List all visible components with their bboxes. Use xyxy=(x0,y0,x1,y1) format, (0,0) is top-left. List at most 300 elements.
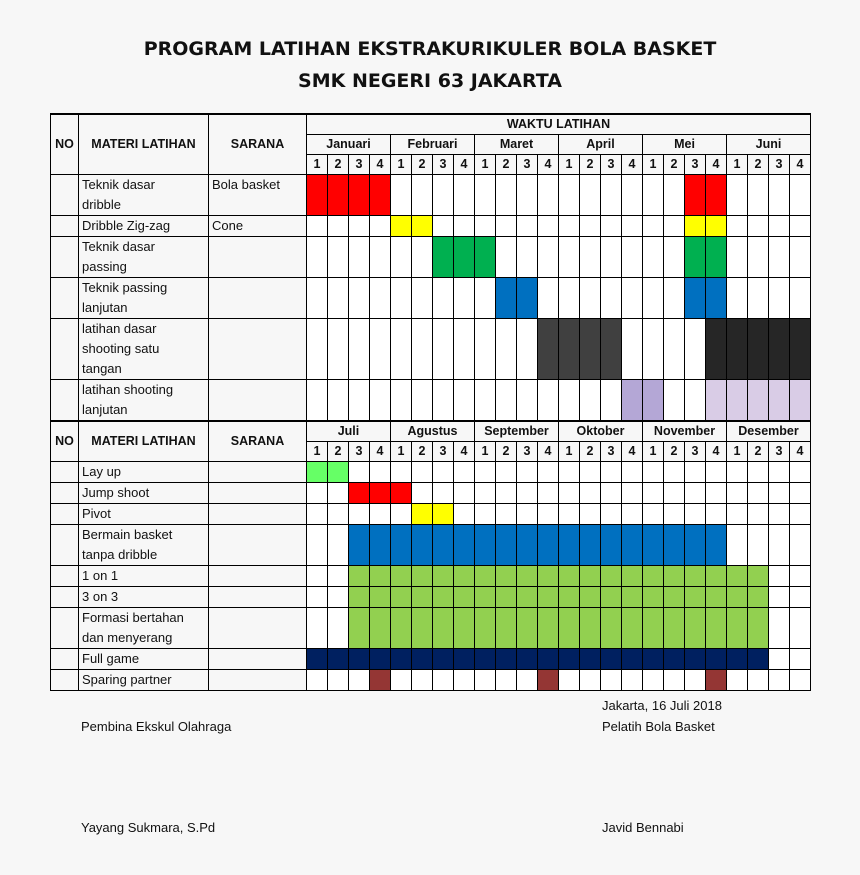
schedule-cell xyxy=(664,670,685,691)
schedule-cell-filled xyxy=(622,525,643,566)
schedule-cell xyxy=(769,649,790,670)
schedule-cell xyxy=(328,608,349,649)
schedule-cell-filled xyxy=(496,649,517,670)
page-title: PROGRAM LATIHAN EKSTRAKURIKULER BOLA BASKET xyxy=(143,38,717,60)
week-number: 1 xyxy=(307,442,328,462)
materi-line: 1 on 1 xyxy=(82,568,119,583)
schedule-cell xyxy=(580,278,601,319)
schedule-cell-filled xyxy=(433,504,454,525)
schedule-cell-filled xyxy=(706,319,727,380)
schedule-cell xyxy=(685,319,706,380)
materi-line: Jump shoot xyxy=(82,485,150,500)
schedule-cell xyxy=(643,278,664,319)
schedule-cell-filled xyxy=(748,608,769,649)
table-row xyxy=(51,380,811,422)
schedule-cell xyxy=(517,462,538,483)
schedule-cell xyxy=(391,319,412,380)
schedule-cell xyxy=(664,462,685,483)
table-row xyxy=(51,237,811,278)
schedule-cell-filled xyxy=(664,608,685,649)
schedule-cell xyxy=(727,237,748,278)
schedule-cell xyxy=(475,504,496,525)
week-number: 3 xyxy=(517,155,538,175)
schedule-cell xyxy=(391,278,412,319)
week-number: 4 xyxy=(622,155,643,175)
schedule-cell-filled xyxy=(454,587,475,608)
schedule-cell-filled xyxy=(496,525,517,566)
schedule-cell-filled xyxy=(517,566,538,587)
schedule-cell-filled xyxy=(517,278,538,319)
week-number: 1 xyxy=(727,442,748,462)
schedule-cell-filled xyxy=(391,649,412,670)
schedule-cell xyxy=(412,175,433,216)
schedule-cell xyxy=(328,380,349,422)
schedule-cell-filled xyxy=(475,525,496,566)
schedule-cell-filled xyxy=(748,319,769,380)
schedule-cell-filled xyxy=(559,319,580,380)
schedule-cell xyxy=(349,216,370,237)
schedule-cell xyxy=(412,483,433,504)
schedule-cell xyxy=(790,175,811,216)
schedule-cell-filled xyxy=(496,608,517,649)
row-number xyxy=(51,462,79,483)
schedule-cell xyxy=(643,462,664,483)
materi-line: Full game xyxy=(82,651,140,666)
table-row xyxy=(51,504,811,525)
table-row xyxy=(51,525,811,566)
schedule-cell xyxy=(727,670,748,691)
schedule-cell-filled xyxy=(328,175,349,216)
week-number: 4 xyxy=(538,442,559,462)
schedule-cell xyxy=(538,216,559,237)
schedule-cell-filled xyxy=(559,608,580,649)
schedule-cell-filled xyxy=(496,278,517,319)
schedule-cell-filled xyxy=(685,237,706,278)
schedule-cell xyxy=(727,278,748,319)
schedule-cell xyxy=(664,175,685,216)
materi-cell xyxy=(79,566,209,587)
schedule-cell-filled xyxy=(580,319,601,380)
schedule-cell-filled xyxy=(454,237,475,278)
schedule-cell-filled xyxy=(412,587,433,608)
right-signatory-role: Pelatih Bola Basket xyxy=(602,719,715,734)
schedule-cell xyxy=(307,278,328,319)
schedule-cell xyxy=(769,525,790,566)
schedule-cell xyxy=(433,319,454,380)
schedule-cell xyxy=(307,237,328,278)
materi-line: Formasi bertahan xyxy=(82,610,184,625)
materi-cell xyxy=(79,587,209,608)
schedule-cell xyxy=(538,237,559,278)
week-number: 1 xyxy=(475,155,496,175)
schedule-cell xyxy=(475,462,496,483)
schedule-cell xyxy=(769,216,790,237)
week-number: 4 xyxy=(706,442,727,462)
schedule-cell xyxy=(559,504,580,525)
schedule-cell xyxy=(349,504,370,525)
schedule-cell xyxy=(307,504,328,525)
week-number: 3 xyxy=(349,442,370,462)
sarana-cell xyxy=(209,319,307,380)
schedule-cell xyxy=(454,380,475,422)
month-header: Maret xyxy=(475,135,559,155)
schedule-cell-filled xyxy=(685,525,706,566)
schedule-cell xyxy=(370,278,391,319)
schedule-cell-filled xyxy=(370,608,391,649)
header-sarana: SARANA xyxy=(209,114,307,175)
schedule-cell xyxy=(412,462,433,483)
schedule-cell-filled xyxy=(475,237,496,278)
materi-cell xyxy=(79,175,209,216)
schedule-cell xyxy=(748,525,769,566)
week-number: 4 xyxy=(790,442,811,462)
schedule-cell-filled xyxy=(412,649,433,670)
week-number: 1 xyxy=(559,442,580,462)
schedule-cell xyxy=(433,216,454,237)
materi-cell xyxy=(79,670,209,691)
schedule-cell xyxy=(769,237,790,278)
month-header: April xyxy=(559,135,643,155)
schedule-cell-filled xyxy=(559,525,580,566)
schedule-cell xyxy=(664,380,685,422)
sarana-cell xyxy=(209,649,307,670)
sarana-line: Cone xyxy=(212,218,244,233)
week-number: 3 xyxy=(517,442,538,462)
schedule-cell xyxy=(685,380,706,422)
schedule-cell xyxy=(706,462,727,483)
month-header: Juni xyxy=(727,135,811,155)
schedule-cell-filled xyxy=(727,380,748,422)
materi-cell xyxy=(79,504,209,525)
schedule-cell-filled xyxy=(643,649,664,670)
materi-line: Pivot xyxy=(82,506,111,521)
schedule-cell xyxy=(307,525,328,566)
schedule-cell-filled xyxy=(433,525,454,566)
schedule-cell-filled xyxy=(412,608,433,649)
week-number: 4 xyxy=(454,442,475,462)
week-number: 4 xyxy=(454,155,475,175)
materi-line: lanjutan xyxy=(82,402,128,417)
schedule-cell xyxy=(601,216,622,237)
schedule-cell xyxy=(349,462,370,483)
week-number: 1 xyxy=(307,155,328,175)
schedule-cell xyxy=(706,504,727,525)
schedule-cell xyxy=(307,319,328,380)
week-number: 1 xyxy=(643,442,664,462)
schedule-cell xyxy=(538,462,559,483)
table-row xyxy=(51,649,811,670)
schedule-cell xyxy=(517,175,538,216)
schedule-cell xyxy=(496,462,517,483)
schedule-cell xyxy=(349,670,370,691)
schedule-cell xyxy=(328,525,349,566)
schedule-cell-filled xyxy=(559,649,580,670)
schedule-cell-filled xyxy=(622,649,643,670)
schedule-cell xyxy=(328,319,349,380)
table-row xyxy=(51,670,811,691)
week-number: 2 xyxy=(496,155,517,175)
sarana-cell xyxy=(209,670,307,691)
sarana-cell xyxy=(209,525,307,566)
schedule-cell xyxy=(391,237,412,278)
schedule-cell xyxy=(727,504,748,525)
schedule-cell-filled xyxy=(622,566,643,587)
materi-line: tanpa dribble xyxy=(82,547,158,562)
materi-cell xyxy=(79,216,209,237)
schedule-cell xyxy=(769,278,790,319)
schedule-cell-filled xyxy=(601,566,622,587)
schedule-cell xyxy=(391,670,412,691)
schedule-cell xyxy=(517,237,538,278)
schedule-cell xyxy=(433,462,454,483)
schedule-cell-filled xyxy=(643,587,664,608)
materi-cell xyxy=(79,380,209,422)
schedule-cell xyxy=(454,278,475,319)
row-number xyxy=(51,566,79,587)
schedule-cell xyxy=(601,237,622,278)
schedule-cell xyxy=(559,216,580,237)
schedule-cell xyxy=(454,175,475,216)
schedule-cell xyxy=(580,175,601,216)
header-no: NO xyxy=(51,421,79,462)
schedule-cell xyxy=(790,649,811,670)
sarana-cell xyxy=(209,462,307,483)
row-number xyxy=(51,670,79,691)
header-sarana: SARANA xyxy=(209,421,307,462)
schedule-cell xyxy=(601,175,622,216)
materi-cell xyxy=(79,525,209,566)
schedule-cell-filled xyxy=(433,587,454,608)
schedule-cell xyxy=(790,504,811,525)
schedule-cell xyxy=(328,587,349,608)
schedule-cell xyxy=(370,462,391,483)
schedule-cell-filled xyxy=(727,566,748,587)
schedule-cell xyxy=(643,504,664,525)
sarana-line: Bola basket xyxy=(212,177,280,192)
schedule-cell-filled xyxy=(727,319,748,380)
schedule-cell xyxy=(475,175,496,216)
schedule-cell xyxy=(496,670,517,691)
materi-line: shooting satu xyxy=(82,341,160,356)
schedule-cell xyxy=(769,587,790,608)
schedule-cell-filled xyxy=(601,319,622,380)
left-signatory-name: Yayang Sukmara, S.Pd xyxy=(81,820,216,835)
month-header: Desember xyxy=(727,421,811,442)
header-materi: MATERI LATIHAN xyxy=(79,114,209,175)
left-signatory-role: Pembina Ekskul Olahraga xyxy=(81,719,232,734)
row-number xyxy=(51,649,79,670)
schedule-cell xyxy=(601,504,622,525)
schedule-cell xyxy=(496,380,517,422)
schedule-cell-filled xyxy=(370,566,391,587)
row-number xyxy=(51,278,79,319)
schedule-cell xyxy=(475,278,496,319)
schedule-cell-filled xyxy=(685,649,706,670)
schedule-cell-filled xyxy=(706,237,727,278)
schedule-cell-filled xyxy=(433,237,454,278)
schedule-cell xyxy=(391,175,412,216)
schedule-cell xyxy=(370,380,391,422)
sarana-cell xyxy=(209,237,307,278)
schedule-cell xyxy=(517,380,538,422)
schedule-cell-filled xyxy=(664,587,685,608)
schedule-cell xyxy=(559,483,580,504)
schedule-cell xyxy=(601,483,622,504)
schedule-cell-filled xyxy=(664,525,685,566)
schedule-cell-filled xyxy=(454,566,475,587)
schedule-cell xyxy=(328,566,349,587)
schedule-cell-filled xyxy=(412,504,433,525)
schedule-cell xyxy=(391,504,412,525)
schedule-cell xyxy=(454,504,475,525)
schedule-cell xyxy=(496,483,517,504)
schedule-cell-filled xyxy=(601,608,622,649)
schedule-cell xyxy=(685,483,706,504)
schedule-cell-filled xyxy=(601,587,622,608)
schedule-cell xyxy=(769,483,790,504)
week-number: 1 xyxy=(475,442,496,462)
table-row xyxy=(51,216,811,237)
schedule-cell-filled xyxy=(748,566,769,587)
schedule-cell-filled xyxy=(370,483,391,504)
schedule-cell xyxy=(475,670,496,691)
schedule-cell-filled xyxy=(391,525,412,566)
schedule-cell xyxy=(559,670,580,691)
week-number: 3 xyxy=(769,442,790,462)
schedule-cell-filled xyxy=(643,380,664,422)
week-number: 3 xyxy=(685,155,706,175)
schedule-cell-filled xyxy=(580,587,601,608)
week-number: 4 xyxy=(622,442,643,462)
schedule-cell xyxy=(790,278,811,319)
sarana-cell xyxy=(209,175,307,216)
schedule-cell-filled xyxy=(706,216,727,237)
week-number: 1 xyxy=(391,442,412,462)
row-number xyxy=(51,504,79,525)
materi-line: Bermain basket xyxy=(82,527,173,542)
schedule-cell-filled xyxy=(349,587,370,608)
table-row xyxy=(51,608,811,649)
materi-line: Dribble Zig-zag xyxy=(82,218,171,233)
month-header: Februari xyxy=(391,135,475,155)
schedule-cell xyxy=(601,380,622,422)
schedule-cell xyxy=(790,483,811,504)
table-row xyxy=(51,319,811,380)
schedule-cell-filled xyxy=(349,649,370,670)
materi-cell xyxy=(79,278,209,319)
schedule-cell xyxy=(622,237,643,278)
schedule-cell xyxy=(664,319,685,380)
schedule-cell xyxy=(349,278,370,319)
schedule-cell xyxy=(307,216,328,237)
place-date: Jakarta, 16 Juli 2018 xyxy=(602,698,722,713)
schedule-cell xyxy=(601,670,622,691)
week-number: 3 xyxy=(601,155,622,175)
schedule-cell-filled xyxy=(601,649,622,670)
schedule-cell-filled xyxy=(349,608,370,649)
week-number: 2 xyxy=(328,155,349,175)
schedule-cell xyxy=(748,670,769,691)
schedule-cell xyxy=(328,504,349,525)
schedule-cell-filled xyxy=(391,587,412,608)
schedule-cell xyxy=(622,278,643,319)
week-number: 3 xyxy=(433,155,454,175)
schedule-cell xyxy=(580,380,601,422)
schedule-cell xyxy=(790,608,811,649)
schedule-cell xyxy=(664,278,685,319)
materi-cell xyxy=(79,483,209,504)
header-materi: MATERI LATIHAN xyxy=(79,421,209,462)
sarana-cell xyxy=(209,504,307,525)
materi-line: Sparing partner xyxy=(82,672,172,687)
table-row xyxy=(51,587,811,608)
schedule-cell xyxy=(496,216,517,237)
schedule-cell-filled xyxy=(748,587,769,608)
schedule-cell-filled xyxy=(538,525,559,566)
schedule-cell-filled xyxy=(706,525,727,566)
week-number: 2 xyxy=(412,155,433,175)
week-number: 4 xyxy=(538,155,559,175)
schedule-cell xyxy=(559,278,580,319)
schedule-cell xyxy=(643,319,664,380)
month-header: Agustus xyxy=(391,421,475,442)
schedule-cell xyxy=(769,566,790,587)
schedule-cell-filled xyxy=(580,566,601,587)
schedule-cell-filled xyxy=(601,525,622,566)
week-number: 4 xyxy=(370,442,391,462)
schedule-cell-filled xyxy=(790,319,811,380)
schedule-cell xyxy=(727,216,748,237)
header-no: NO xyxy=(51,114,79,175)
schedule-cell xyxy=(622,175,643,216)
month-header: Oktober xyxy=(559,421,643,442)
schedule-cell-filled xyxy=(706,175,727,216)
schedule-cell-filled xyxy=(538,649,559,670)
schedule-cell-filled xyxy=(370,525,391,566)
schedule-cell xyxy=(517,670,538,691)
schedule-cell xyxy=(538,175,559,216)
schedule-cell xyxy=(727,525,748,566)
schedule-cell xyxy=(370,237,391,278)
schedule-cell-filled xyxy=(517,608,538,649)
schedule-cell xyxy=(601,278,622,319)
schedule-cell xyxy=(664,483,685,504)
week-number: 2 xyxy=(412,442,433,462)
schedule-cell-filled xyxy=(412,525,433,566)
schedule-cell-filled xyxy=(643,566,664,587)
schedule-cell xyxy=(664,237,685,278)
schedule-cell xyxy=(622,216,643,237)
schedule-cell-filled xyxy=(370,587,391,608)
schedule-cell-filled xyxy=(475,649,496,670)
schedule-cell-filled xyxy=(727,649,748,670)
materi-line: 3 on 3 xyxy=(82,589,119,604)
schedule-cell-filled xyxy=(706,587,727,608)
schedule-cell-filled xyxy=(748,380,769,422)
week-number: 1 xyxy=(643,155,664,175)
schedule-cell xyxy=(307,608,328,649)
schedule-cell xyxy=(748,175,769,216)
schedule-cell-filled xyxy=(475,587,496,608)
schedule-cell-filled xyxy=(559,566,580,587)
week-number: 3 xyxy=(433,442,454,462)
schedule-cell xyxy=(748,237,769,278)
schedule-cell xyxy=(412,380,433,422)
schedule-cell xyxy=(664,504,685,525)
week-number: 4 xyxy=(790,155,811,175)
schedule-cell xyxy=(643,216,664,237)
schedule-cell xyxy=(790,566,811,587)
